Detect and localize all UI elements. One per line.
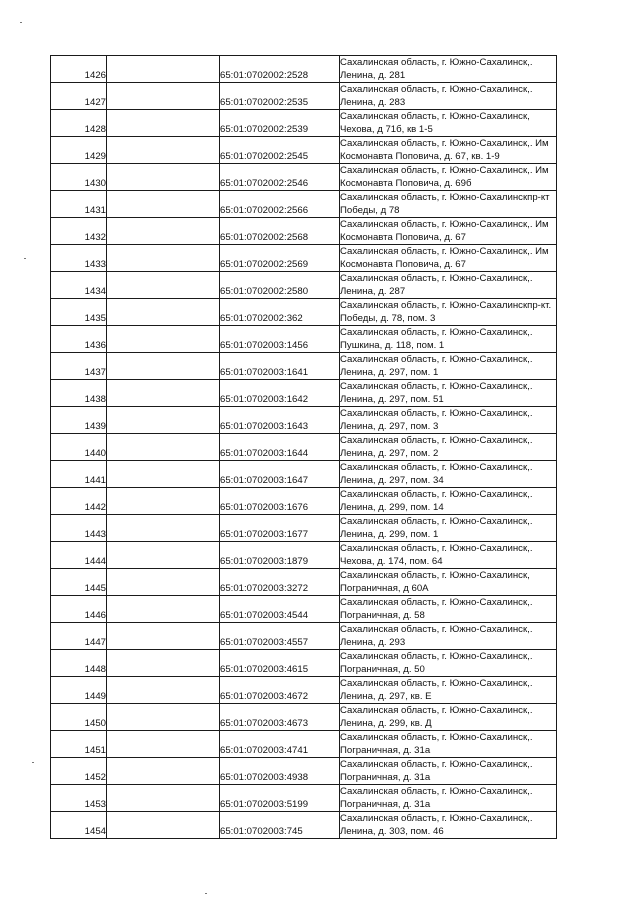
row-number: 1426 xyxy=(51,56,107,83)
registry-table-body xyxy=(51,56,557,839)
address-line-1: Сахалинская область, г. Южно-Сахалинск,. xyxy=(340,408,533,419)
address-line-2: Ленина, д. 293 xyxy=(340,637,406,648)
address-line-1: Сахалинская область, г. Южно-Сахалинск,. xyxy=(340,435,533,446)
cadastral-number: 65:01:0702003:1677 xyxy=(220,515,340,542)
address-line-2: Победы, д. 78, пом. 3 xyxy=(340,313,436,324)
cadastral-number: 65:01:0702002:2566 xyxy=(220,191,340,218)
row-number: 1427 xyxy=(51,83,107,110)
address-cell xyxy=(340,785,557,812)
address-line-1: Сахалинская область, г. Южно-Сахалинскпр-кт. xyxy=(340,300,552,311)
address-line-1: Сахалинская область, г. Южно-Сахалинск,. xyxy=(340,624,533,635)
address-line-1: Сахалинская область, г. Южно-Сахалинск,. xyxy=(340,597,533,608)
scan-speck xyxy=(32,762,34,763)
address-cell xyxy=(340,83,557,110)
table-row xyxy=(51,785,557,812)
table-row xyxy=(51,596,557,623)
empty-cell xyxy=(107,812,220,839)
table-row xyxy=(51,83,557,110)
empty-cell xyxy=(107,623,220,650)
table-row xyxy=(51,191,557,218)
empty-cell xyxy=(107,137,220,164)
row-number: 1452 xyxy=(51,758,107,785)
address-line-2: Ленина, д. 297, пом. 51 xyxy=(340,394,444,405)
cadastral-number: 65:01:0702002:2546 xyxy=(220,164,340,191)
address-line-2: Ленина, д. 299, кв. Д xyxy=(340,718,432,729)
table-row xyxy=(51,758,557,785)
address-cell xyxy=(340,461,557,488)
address-line-1: Сахалинская область, г. Южно-Сахалинск,. xyxy=(340,462,533,473)
address-line-1: Сахалинская область, г. Южно-Сахалинск,. xyxy=(340,543,533,554)
table-row xyxy=(51,353,557,380)
cadastral-number: 65:01:0702003:1879 xyxy=(220,542,340,569)
empty-cell xyxy=(107,245,220,272)
empty-cell xyxy=(107,380,220,407)
registry-table xyxy=(50,55,557,839)
empty-cell xyxy=(107,488,220,515)
address-cell xyxy=(340,623,557,650)
address-cell xyxy=(340,758,557,785)
address-cell xyxy=(340,407,557,434)
table-row xyxy=(51,731,557,758)
address-cell xyxy=(340,137,557,164)
row-number: 1453 xyxy=(51,785,107,812)
address-cell xyxy=(340,299,557,326)
empty-cell xyxy=(107,326,220,353)
address-line-1: Сахалинская область, г. Южно-Сахалинск,. Им xyxy=(340,246,549,257)
address-line-1: Сахалинская область, г. Южно-Сахалинск,. xyxy=(340,651,533,662)
table-row xyxy=(51,515,557,542)
address-line-1: Сахалинская область, г. Южно-Сахалинск,. xyxy=(340,705,533,716)
address-cell xyxy=(340,488,557,515)
address-cell xyxy=(340,596,557,623)
address-cell xyxy=(340,380,557,407)
cadastral-number: 65:01:0702003:3272 xyxy=(220,569,340,596)
address-line-1: Сахалинская область, г. Южно-Сахалинск,. xyxy=(340,813,533,824)
address-cell xyxy=(340,704,557,731)
cadastral-number: 65:01:0702003:1676 xyxy=(220,488,340,515)
cadastral-number: 65:01:0702003:4615 xyxy=(220,650,340,677)
cadastral-number: 65:01:0702002:362 xyxy=(220,299,340,326)
row-number: 1444 xyxy=(51,542,107,569)
cadastral-number: 65:01:0702003:1644 xyxy=(220,434,340,461)
address-line-2: Чехова, д. 174, пом. 64 xyxy=(340,556,443,567)
empty-cell xyxy=(107,704,220,731)
row-number: 1451 xyxy=(51,731,107,758)
cadastral-number: 65:01:0702003:4938 xyxy=(220,758,340,785)
address-line-2: Пограничная, д. 58 xyxy=(340,610,425,621)
address-line-2: Космонавта Поповича, д. 69б xyxy=(340,178,472,189)
address-cell xyxy=(340,731,557,758)
address-cell xyxy=(340,353,557,380)
row-number: 1435 xyxy=(51,299,107,326)
row-number: 1433 xyxy=(51,245,107,272)
cadastral-number: 65:01:0702003:745 xyxy=(220,812,340,839)
address-cell xyxy=(340,164,557,191)
row-number: 1445 xyxy=(51,569,107,596)
table-row xyxy=(51,407,557,434)
cadastral-number: 65:01:0702003:1647 xyxy=(220,461,340,488)
cadastral-number: 65:01:0702003:4741 xyxy=(220,731,340,758)
row-number: 1436 xyxy=(51,326,107,353)
scan-speck xyxy=(20,22,22,23)
empty-cell xyxy=(107,461,220,488)
address-cell xyxy=(340,515,557,542)
address-line-2: Ленина, д. 297, пом. 3 xyxy=(340,421,439,432)
address-line-1: Сахалинская область, г. Южно-Сахалинск,. xyxy=(340,57,533,68)
address-line-1: Сахалинская область, г. Южно-Сахалинск,. xyxy=(340,759,533,770)
empty-cell xyxy=(107,758,220,785)
empty-cell xyxy=(107,515,220,542)
table-row xyxy=(51,650,557,677)
cadastral-number: 65:01:0702003:4673 xyxy=(220,704,340,731)
empty-cell xyxy=(107,272,220,299)
table-row xyxy=(51,434,557,461)
cadastral-number: 65:01:0702002:2539 xyxy=(220,110,340,137)
address-line-2: Ленина, д. 297, кв. Е xyxy=(340,691,432,702)
row-number: 1448 xyxy=(51,650,107,677)
address-line-2: Космонавта Поповича, д. 67 xyxy=(340,232,466,243)
row-number: 1434 xyxy=(51,272,107,299)
address-line-1: Сахалинская область, г. Южно-Сахалинск,. Им xyxy=(340,138,549,149)
table-row xyxy=(51,137,557,164)
cadastral-number: 65:01:0702003:4557 xyxy=(220,623,340,650)
empty-cell xyxy=(107,596,220,623)
row-number: 1447 xyxy=(51,623,107,650)
address-line-1: Сахалинская область, г. Южно-Сахалинск,. xyxy=(340,273,533,284)
address-line-1: Сахалинская область, г. Южно-Сахалинск,. xyxy=(340,732,533,743)
address-line-2: Ленина, д. 297, пом. 1 xyxy=(340,367,439,378)
address-cell xyxy=(340,272,557,299)
address-line-2: Победы, д 78 xyxy=(340,205,400,216)
empty-cell xyxy=(107,650,220,677)
address-line-1: Сахалинская область, г. Южно-Сахалинск,. Им xyxy=(340,165,549,176)
cadastral-number: 65:01:0702002:2580 xyxy=(220,272,340,299)
table-row xyxy=(51,245,557,272)
empty-cell xyxy=(107,407,220,434)
row-number: 1443 xyxy=(51,515,107,542)
address-cell xyxy=(340,191,557,218)
row-number: 1432 xyxy=(51,218,107,245)
address-line-2: Пограничная, д. 50 xyxy=(340,664,425,675)
empty-cell xyxy=(107,56,220,83)
row-number: 1428 xyxy=(51,110,107,137)
cadastral-number: 65:01:0702002:2569 xyxy=(220,245,340,272)
empty-cell xyxy=(107,83,220,110)
address-line-2: Пограничная, д. 31а xyxy=(340,772,431,783)
empty-cell xyxy=(107,677,220,704)
row-number: 1429 xyxy=(51,137,107,164)
address-line-1: Сахалинская область, г. Южно-Сахалинск,. xyxy=(340,381,533,392)
address-line-2: Чехова, д 71б, кв 1-5 xyxy=(340,124,433,135)
row-number: 1440 xyxy=(51,434,107,461)
address-line-1: Сахалинская область, г. Южно-Сахалинск,. xyxy=(340,786,533,797)
empty-cell xyxy=(107,785,220,812)
address-cell xyxy=(340,245,557,272)
address-line-1: Сахалинская область, г. Южно-Сахалинск,. xyxy=(340,678,533,689)
table-row xyxy=(51,380,557,407)
address-cell xyxy=(340,650,557,677)
table-row xyxy=(51,461,557,488)
address-line-2: Ленина, д. 281 xyxy=(340,70,406,81)
address-line-1: Сахалинская область, г. Южно-Сахалинск,. xyxy=(340,84,533,95)
table-row xyxy=(51,110,557,137)
row-number: 1439 xyxy=(51,407,107,434)
scan-speck xyxy=(205,893,207,894)
cadastral-number: 65:01:0702002:2535 xyxy=(220,83,340,110)
address-line-1: Сахалинская область, г. Южно-Сахалинск, xyxy=(340,111,530,122)
address-line-2: Ленина, д. 299, пом. 1 xyxy=(340,529,439,540)
address-line-2: Космонавта Поповича, д. 67 xyxy=(340,259,466,270)
cadastral-number: 65:01:0702003:5199 xyxy=(220,785,340,812)
empty-cell xyxy=(107,299,220,326)
address-line-1: Сахалинская область, г. Южно-Сахалинск, xyxy=(340,570,530,581)
cadastral-number: 65:01:0702003:1642 xyxy=(220,380,340,407)
empty-cell xyxy=(107,191,220,218)
cadastral-number: 65:01:0702003:1641 xyxy=(220,353,340,380)
table-row xyxy=(51,623,557,650)
address-line-2: Пограничная, д. 31а xyxy=(340,799,431,810)
address-line-2: Ленина, д. 299, пом. 14 xyxy=(340,502,444,513)
address-cell xyxy=(340,110,557,137)
address-line-1: Сахалинская область, г. Южно-Сахалинск,. xyxy=(340,354,533,365)
address-cell xyxy=(340,812,557,839)
empty-cell xyxy=(107,569,220,596)
cadastral-number: 65:01:0702003:4672 xyxy=(220,677,340,704)
address-cell xyxy=(340,569,557,596)
row-number: 1438 xyxy=(51,380,107,407)
table-row xyxy=(51,677,557,704)
address-line-2: Космонавта Поповича, д. 67, кв. 1-9 xyxy=(340,151,500,162)
address-line-2: Ленина, д. 283 xyxy=(340,97,406,108)
address-line-2: Пушкина, д. 118, пом. 1 xyxy=(340,340,445,351)
cadastral-number: 65:01:0702003:1456 xyxy=(220,326,340,353)
table-row xyxy=(51,488,557,515)
row-number: 1431 xyxy=(51,191,107,218)
table-row xyxy=(51,326,557,353)
cadastral-number: 65:01:0702003:4544 xyxy=(220,596,340,623)
table-row xyxy=(51,812,557,839)
cadastral-number: 65:01:0702003:1643 xyxy=(220,407,340,434)
address-line-1: Сахалинская область, г. Южно-Сахалинск,. xyxy=(340,516,533,527)
address-line-2: Ленина, д. 297, пом. 2 xyxy=(340,448,439,459)
cadastral-number: 65:01:0702002:2545 xyxy=(220,137,340,164)
address-line-1: Сахалинская область, г. Южно-Сахалинск,. xyxy=(340,327,533,338)
address-cell xyxy=(340,542,557,569)
address-line-1: Сахалинская область, г. Южно-Сахалинскпр-кт xyxy=(340,192,550,203)
empty-cell xyxy=(107,164,220,191)
table-row xyxy=(51,569,557,596)
table-row xyxy=(51,272,557,299)
table-row xyxy=(51,542,557,569)
scan-speck xyxy=(24,258,26,259)
row-number: 1450 xyxy=(51,704,107,731)
address-line-2: Ленина, д. 287 xyxy=(340,286,406,297)
address-line-1: Сахалинская область, г. Южно-Сахалинск,. Им xyxy=(340,219,549,230)
address-line-2: Ленина, д. 303, пом. 46 xyxy=(340,826,444,837)
row-number: 1442 xyxy=(51,488,107,515)
table-row xyxy=(51,164,557,191)
cadastral-number: 65:01:0702002:2568 xyxy=(220,218,340,245)
row-number: 1446 xyxy=(51,596,107,623)
empty-cell xyxy=(107,353,220,380)
row-number: 1441 xyxy=(51,461,107,488)
empty-cell xyxy=(107,110,220,137)
empty-cell xyxy=(107,434,220,461)
table-row xyxy=(51,704,557,731)
address-cell xyxy=(340,56,557,83)
row-number: 1437 xyxy=(51,353,107,380)
table-row xyxy=(51,56,557,83)
table-row xyxy=(51,218,557,245)
address-line-2: Пограничная, д 60А xyxy=(340,583,429,594)
address-cell xyxy=(340,677,557,704)
address-cell xyxy=(340,218,557,245)
table-row xyxy=(51,299,557,326)
empty-cell xyxy=(107,218,220,245)
address-cell xyxy=(340,326,557,353)
row-number: 1430 xyxy=(51,164,107,191)
row-number: 1454 xyxy=(51,812,107,839)
address-line-2: Ленина, д. 297, пом. 34 xyxy=(340,475,444,486)
cadastral-number: 65:01:0702002:2528 xyxy=(220,56,340,83)
address-line-2: Пограничная, д. 31а xyxy=(340,745,431,756)
empty-cell xyxy=(107,542,220,569)
row-number: 1449 xyxy=(51,677,107,704)
empty-cell xyxy=(107,731,220,758)
address-line-1: Сахалинская область, г. Южно-Сахалинск,. xyxy=(340,489,533,500)
address-cell xyxy=(340,434,557,461)
